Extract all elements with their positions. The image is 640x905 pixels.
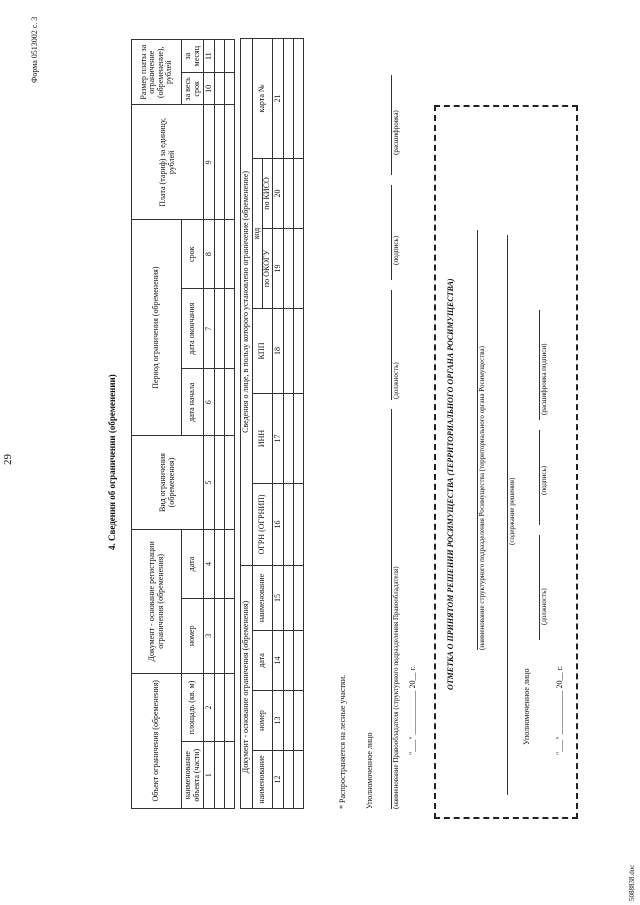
stamp-decision-caption: (содержание решения) [508, 477, 516, 545]
header-doc-name: наименование [253, 565, 273, 630]
col-number: 12 [273, 751, 284, 809]
col-number: 15 [273, 565, 284, 630]
stamp-authorized-person: Уполномоченное лицо [522, 668, 531, 745]
header-doc-basis: Документ - основание регистрации ограничения (обременения) [132, 530, 182, 673]
stamp-date-line: "___" ___________ 20__ г. [555, 666, 564, 755]
header-area: площадь (кв. м) [182, 673, 204, 742]
header-end: дата окончания [182, 289, 204, 369]
col-number: 10 [204, 73, 215, 105]
col-number: 18 [273, 308, 284, 393]
section-title: 4. Сведения об ограничении (обременении) [107, 374, 117, 550]
header-type: Вид ограничения (обременения) [132, 436, 204, 530]
position-caption: (должность) [392, 362, 400, 399]
header-term: срок [182, 220, 204, 289]
stamp-position-caption: (должность) [540, 588, 548, 625]
header-object: Объект ограничения (обременения) [132, 673, 182, 808]
col-number: 17 [273, 393, 284, 483]
beneficiary-table [240, 38, 304, 809]
col-number: 2 [204, 673, 215, 742]
table-row [225, 40, 235, 809]
header-period: Период ограничения (обременения) [132, 220, 182, 436]
header-inn: ИНН [253, 393, 273, 483]
signature-line [391, 185, 392, 280]
header-object-name: наименование объекта (части) [182, 742, 204, 809]
header-per-month: за месяц [182, 40, 204, 73]
header-total-term: за весь срок [182, 73, 204, 105]
header-ogrn: ОГРН (ОГРНИП) [253, 483, 273, 565]
stamp-title: ОТМЕТКА О ПРИНЯТОМ РЕШЕНИИ РОСИМУЩЕСТВА (ТЕРРИТОРИАЛЬНОГО ОРГАНА РОСИМУЩЕСТВА) [446, 278, 455, 690]
col-number: 14 [273, 631, 284, 691]
form-code: Форма 0513002 с. 3 [30, 16, 39, 83]
table-row [284, 38, 294, 808]
restrictions-table [131, 39, 235, 809]
table-row [294, 38, 304, 808]
header-beneficiary: Сведения о лице, в пользу которого установлено ограничение (обременение) [241, 38, 253, 565]
col-number: 9 [204, 105, 215, 220]
header-name: наименование [253, 751, 273, 809]
col-number: 19 [273, 228, 284, 308]
col-number: 16 [273, 483, 284, 565]
signature-caption: (подпись) [392, 235, 400, 265]
header-number: номер [253, 691, 273, 751]
decode-caption: (расшифровка) [392, 110, 400, 155]
stamp-unit-caption: (наименование структурного подразделения Росимущества (территориального органа Росимущества) [478, 346, 486, 650]
col-number: 7 [204, 289, 215, 369]
doc-id: 5088838.doc [628, 864, 636, 901]
stamp-signature-caption: (подпись) [540, 465, 548, 495]
header-number: номер [182, 598, 204, 673]
col-number: 20 [273, 158, 284, 228]
col-number: 3 [204, 598, 215, 673]
header-doc: Документ - основание ограничения (обременения) [241, 565, 253, 808]
header-start: дата начала [182, 369, 204, 436]
stamp-decode-caption: (расшифровка подписи) [540, 343, 548, 415]
col-number: 1 [204, 742, 215, 809]
col-number: 5 [204, 436, 215, 530]
col-number: 11 [204, 40, 215, 73]
header-card-no: карта № [253, 38, 273, 158]
header-code: код [253, 158, 263, 308]
col-number: 8 [204, 220, 215, 289]
table-row [215, 40, 225, 809]
header-kiso: по КИСО [263, 158, 273, 228]
page-number: 29 [2, 454, 14, 465]
col-number: 13 [273, 691, 284, 751]
col-number: 6 [204, 369, 215, 436]
header-fee-unit: Плата (тариф) за единицу, рублей [132, 105, 204, 220]
header-date: дата [253, 631, 273, 691]
authorized-person-label: Уполномоченное лицо [365, 732, 374, 809]
header-date: дата [182, 530, 204, 599]
date-line: "___" ___________ 20__ г. [408, 666, 417, 755]
col-number: 21 [273, 38, 284, 158]
header-okogu: по ОКОГУ [263, 228, 273, 308]
holder-caption: (наименование Правообладателя (структурного подразделения Правообладателя) [392, 566, 400, 809]
header-payment: Размер платы за ограничение (обременение), рублей [132, 40, 182, 105]
col-number: 4 [204, 530, 215, 599]
header-kpp: КПП [253, 308, 273, 393]
footnote: * Распространяется на лесные участки. [338, 674, 347, 809]
